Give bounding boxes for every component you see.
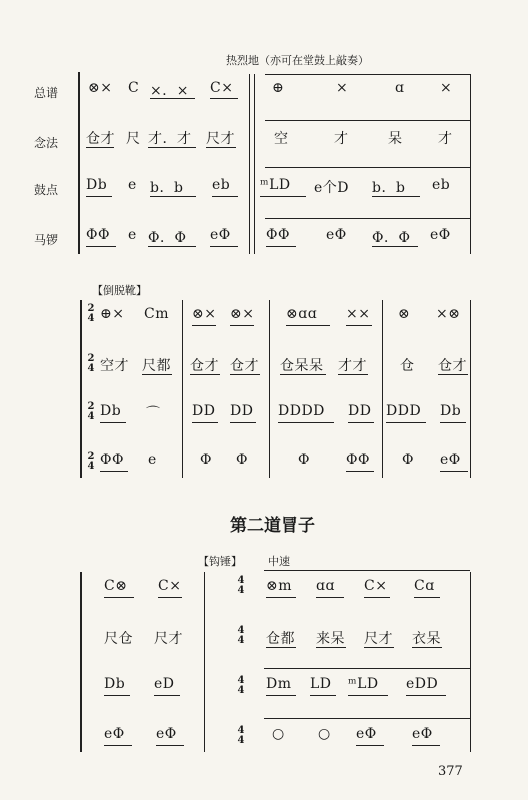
s2-r2-c1: 空才 <box>100 358 129 374</box>
s2-r4-c1: ΦΦ <box>100 452 124 468</box>
s2-ts-top: 2 <box>87 401 95 412</box>
s2-ts-r4 <box>86 452 96 472</box>
s1-r4-c3: Φ．Φ <box>148 230 187 246</box>
section2-barline-2 <box>269 300 270 478</box>
s1-r2-c7: 呆 <box>388 131 403 147</box>
section1-barline-mid <box>249 74 250 254</box>
s3-r2-c5: 尺才 <box>364 631 393 647</box>
s2-r1-underline3 <box>286 325 330 326</box>
s2-ts-r1 <box>86 304 96 324</box>
s3-ts-top: 4 <box>237 575 245 586</box>
s1-r3-underline3 <box>212 196 238 197</box>
s2-r4-c3: Φ <box>200 452 212 468</box>
s2-r3-c1: Db <box>100 403 122 419</box>
s2-r1-underline2 <box>230 325 254 326</box>
s3-ts-bottom: 4 <box>237 685 245 696</box>
s2-ts-r3 <box>86 402 96 422</box>
s1-r2-underline <box>86 147 114 148</box>
s1-r4-underline2 <box>148 246 196 247</box>
s2-r3-underline6 <box>386 422 426 423</box>
s2-r3-underline2 <box>192 422 218 423</box>
row-label-recitation: 念法 <box>34 136 59 150</box>
s2-r1-c2: Cm <box>144 306 169 322</box>
s2-r2-underline3 <box>230 374 260 375</box>
s1-r2-c3: 才．才 <box>148 131 192 147</box>
s2-r1-c7: ⊗ <box>398 306 411 322</box>
s3-r2-c3: 仓都 <box>266 631 295 647</box>
s1-r4-c8: eΦ <box>430 227 451 243</box>
s3-r1-c6: Cɑ <box>414 578 435 594</box>
s2-r4-c4: Φ <box>236 452 248 468</box>
s1-r2-underline2 <box>148 147 196 148</box>
s1-r3-c4: eb <box>212 177 231 193</box>
s1-r2-c1: 仓才 <box>86 131 115 147</box>
s3-r2-underline4 <box>412 647 442 648</box>
s3-r1-c4: ɑɑ <box>316 578 335 594</box>
s1-r3-underline2 <box>150 196 196 197</box>
section2-annotation: 【倒脱靴】 <box>92 284 147 297</box>
s3-ts-bottom: 4 <box>237 635 245 646</box>
s2-r4-underline3 <box>440 471 468 472</box>
s2-r3-c5: DDDD <box>278 403 325 419</box>
section1-bracket-row2 <box>265 120 470 121</box>
s2-r4-underline2 <box>346 471 374 472</box>
s3-ts-r2 <box>236 626 246 646</box>
s1-r1-c8: × <box>440 80 453 96</box>
s3-r2-c4: 来呆 <box>316 631 345 647</box>
s3-r4-c3: ○ <box>272 726 285 742</box>
s3-r3-c4: LD <box>310 676 332 692</box>
s1-r2-c5: 空 <box>274 131 289 147</box>
s3-r1-underline5 <box>364 597 390 598</box>
s2-r3-c8: Db <box>440 403 462 419</box>
s1-r1-c2: C <box>128 80 140 96</box>
s2-r3-c7: DDD <box>386 403 422 419</box>
section3-bracket-row4 <box>264 718 470 719</box>
s1-r4-c7: Φ．Φ <box>372 230 411 246</box>
section1-bracket-row1 <box>265 74 470 75</box>
s3-r4-c2: eΦ <box>156 726 177 742</box>
s3-r4-c5: eΦ <box>356 726 377 742</box>
s3-r3-underline4 <box>310 695 336 696</box>
s3-r2-c6: 衣呆 <box>412 631 441 647</box>
section2-system-bar <box>80 300 82 478</box>
s3-r2-underline <box>266 647 296 648</box>
s3-r4-c1: eΦ <box>104 726 125 742</box>
s2-ts-bottom: 4 <box>87 363 95 374</box>
s2-r3-underline5 <box>348 422 374 423</box>
s2-r3-underline4 <box>278 422 334 423</box>
s2-r2-c5: 仓呆呆 <box>280 358 324 374</box>
s2-r2-underline2 <box>190 374 220 375</box>
section3-bracket-row3 <box>264 668 470 669</box>
s1-r4-c4: eΦ <box>210 227 231 243</box>
s2-r2-c4: 仓才 <box>230 358 259 374</box>
s3-r1-c3: ⊗m <box>266 578 293 594</box>
s3-ts-top: 4 <box>237 625 245 636</box>
s1-r3-c1: Db <box>86 177 108 193</box>
s1-r4-underline3 <box>210 246 238 247</box>
s2-r3-c3: DD <box>192 403 216 419</box>
s3-ts-bottom: 4 <box>237 735 245 746</box>
s1-r3-underline5 <box>372 196 420 197</box>
s3-r3-c5: ᵐLD <box>348 676 379 692</box>
s3-r1-underline <box>104 597 134 598</box>
s2-r4-c2: e <box>148 452 157 468</box>
s2-ts-top: 2 <box>87 451 95 462</box>
s2-ts-bottom: 4 <box>87 461 95 472</box>
s3-r1-underline3 <box>266 597 296 598</box>
s1-r3-c8: eb <box>432 177 451 193</box>
s3-r4-c4: ○ <box>318 726 331 742</box>
s2-r2-underline6 <box>438 374 468 375</box>
s2-ts-r2 <box>86 354 96 374</box>
s3-r1-underline6 <box>414 597 440 598</box>
s2-r2-c2: 尺都 <box>142 358 171 374</box>
s1-r4-c6: eΦ <box>326 227 347 243</box>
s1-r4-c5: ΦΦ <box>266 227 290 243</box>
s1-r1-c1: ⊗× <box>88 80 113 96</box>
s1-r2-c6: 才 <box>334 131 349 147</box>
s2-r1-c6: ×× <box>346 306 371 322</box>
s3-ts-top: 4 <box>237 725 245 736</box>
section2-barline-end <box>470 300 471 478</box>
s1-r4-underline5 <box>372 246 418 247</box>
s3-ts-top: 4 <box>237 675 245 686</box>
s1-r1-underline2 <box>210 98 238 99</box>
s3-r3-c6: eDD <box>406 676 439 692</box>
section1-bracket-row4 <box>265 218 470 219</box>
s2-ts-top: 2 <box>87 303 95 314</box>
s2-r1-c4: ⊗× <box>230 306 255 322</box>
s2-r1-c8: ×⊗ <box>436 306 461 322</box>
s2-ts-bottom: 4 <box>87 313 95 324</box>
s3-r3-underline6 <box>406 695 446 696</box>
s1-r3-underline <box>86 196 112 197</box>
s2-r3-c2: ⌒ <box>146 406 161 422</box>
s1-r3-c7: b．b <box>372 180 406 196</box>
s3-ts-r1 <box>236 576 246 596</box>
s2-r2-c7: 仓 <box>400 358 415 374</box>
s1-r2-underline3 <box>206 147 236 148</box>
s3-r3-underline5 <box>348 695 388 696</box>
s2-r2-c6: 才才 <box>338 358 367 374</box>
s2-r3-underline7 <box>440 422 466 423</box>
s2-r3-c4: DD <box>230 403 254 419</box>
s3-r3-underline2 <box>154 695 180 696</box>
s2-r2-underline <box>142 374 172 375</box>
s3-r4-underline2 <box>156 745 184 746</box>
s2-r1-c1: ⊕× <box>100 306 125 322</box>
s1-r1-c7: ɑ <box>395 80 405 96</box>
s3-r2-c2: 尺才 <box>154 631 183 647</box>
s1-r2-c4: 尺才 <box>206 131 235 147</box>
s1-r1-c6: × <box>336 80 349 96</box>
s1-r2-c8: 才 <box>438 131 453 147</box>
section3-annotation: 【钩锤】 <box>198 555 242 568</box>
page-number: 377 <box>438 764 463 779</box>
s1-r3-underline4 <box>260 196 306 197</box>
s1-r2-c2: 尺 <box>126 131 141 147</box>
s1-r4-c2: e <box>128 227 137 243</box>
s2-r1-underline4 <box>346 325 372 326</box>
section3-title: 第二道冒子 <box>230 516 315 536</box>
s2-r3-underline3 <box>230 422 256 423</box>
section1-barline-end <box>470 74 471 254</box>
s3-r2-underline3 <box>364 647 394 648</box>
section1-barline-mid2 <box>254 74 255 254</box>
s2-r4-c7: Φ <box>402 452 414 468</box>
s3-r4-c6: eΦ <box>412 726 433 742</box>
s2-r2-c3: 仓才 <box>190 358 219 374</box>
row-label-drum: 鼓点 <box>34 183 59 197</box>
s1-r3-c2: e <box>128 177 137 193</box>
s3-r3-c2: eD <box>154 676 175 692</box>
s3-r1-c1: C⊗ <box>104 578 128 594</box>
s1-r3-c5: ᵐLD <box>260 177 291 193</box>
row-label-score: 总谱 <box>34 86 59 100</box>
s2-r3-c6: DD <box>348 403 372 419</box>
s1-r3-c3: b．b <box>150 180 184 196</box>
s2-ts-bottom: 4 <box>87 411 95 422</box>
s2-r1-c3: ⊗× <box>192 306 217 322</box>
s3-ts-bottom: 4 <box>237 585 245 596</box>
s3-r4-underline3 <box>356 745 384 746</box>
s1-r4-c1: ΦΦ <box>86 227 110 243</box>
s2-r4-c8: eΦ <box>440 452 461 468</box>
s3-r1-underline2 <box>158 597 182 598</box>
s3-r1-c2: C× <box>158 578 182 594</box>
section3-barline-end <box>470 572 471 752</box>
row-label-gong: 马锣 <box>34 233 59 247</box>
section1-system-bar <box>78 72 80 254</box>
s1-r1-c5: ⊕ <box>272 80 285 96</box>
s2-r1-c5: ⊗ɑɑ <box>286 306 318 322</box>
s1-r1-c4: C× <box>210 80 234 96</box>
s3-r3-c1: Db <box>104 676 126 692</box>
s3-r1-c5: C× <box>364 578 388 594</box>
s2-r1-underline <box>192 325 216 326</box>
section3-system-bar <box>80 572 82 752</box>
s3-r4-underline4 <box>412 745 440 746</box>
s1-r1-c3: ×．× <box>150 83 189 99</box>
s2-r4-c6: ΦΦ <box>346 452 370 468</box>
s1-r4-underline <box>86 246 116 247</box>
section1-bracket-row3 <box>265 167 470 168</box>
section2-barline-1 <box>182 300 183 478</box>
section3-barline-1 <box>204 572 205 752</box>
s2-r2-underline4 <box>280 374 326 375</box>
section3-bracket-row1 <box>264 570 470 571</box>
s3-r3-c3: Dm <box>266 676 292 692</box>
s3-r2-underline2 <box>316 647 346 648</box>
s3-r2-c1: 尺仓 <box>104 631 133 647</box>
s3-ts-r4 <box>236 726 246 746</box>
s1-r4-underline4 <box>266 246 296 247</box>
s2-r4-c5: Φ <box>298 452 310 468</box>
s3-r3-underline3 <box>266 695 296 696</box>
section1-annotation: 热烈地（亦可在堂鼓上敲奏） <box>226 54 369 67</box>
s3-ts-r3 <box>236 676 246 696</box>
s1-r3-c6: e个D <box>314 180 350 196</box>
s3-r3-underline <box>104 695 130 696</box>
s2-r4-underline <box>100 471 128 472</box>
s1-r1-underline <box>150 98 195 99</box>
s3-r4-underline <box>104 745 132 746</box>
s2-ts-top: 2 <box>87 353 95 364</box>
section2-barline-3 <box>382 300 383 478</box>
s2-r2-underline5 <box>338 374 368 375</box>
section3-tempo: 中速 <box>268 555 290 568</box>
s3-r1-underline4 <box>316 597 344 598</box>
s2-r3-underline <box>100 422 126 423</box>
s2-r2-c8: 仓才 <box>438 358 467 374</box>
